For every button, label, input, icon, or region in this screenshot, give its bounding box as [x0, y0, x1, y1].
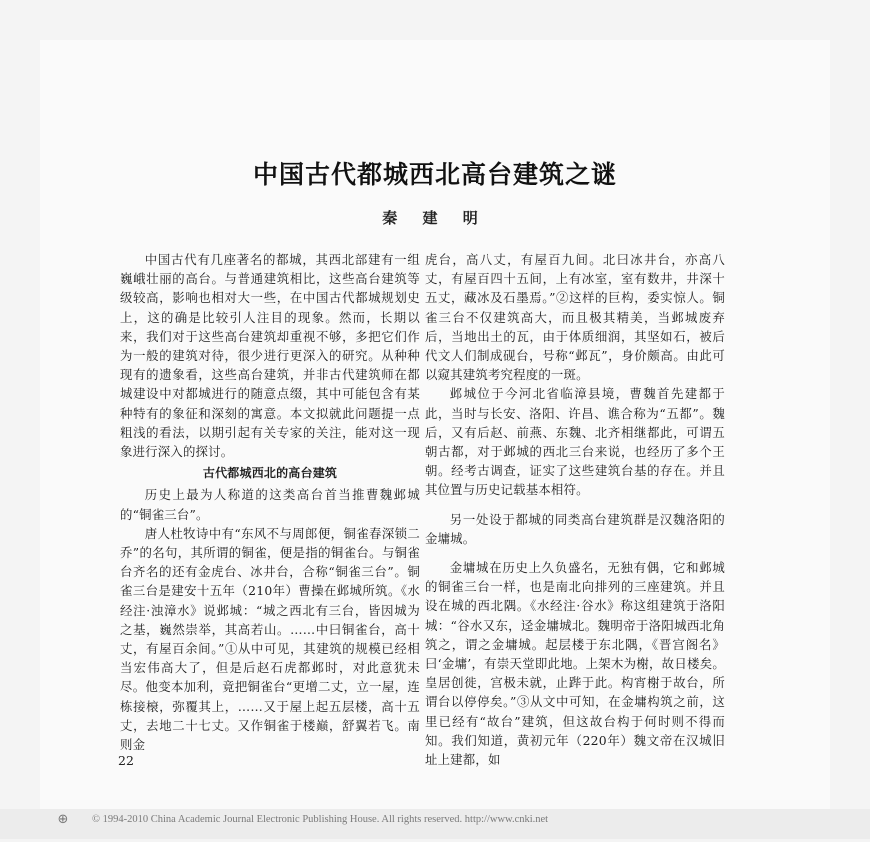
paragraph: 中国古代有几座著名的都城，其西北部建有一组巍峨壮丽的高台。与普通建筑相比，这些高台建筑等级较高，影响也相对大一些，在中国古代都城规划史上，这的确是比较引人注目的现象。然而，长期以来，我们对于这些高台建筑却重视不够，多把它们作为一般的建筑对待，很少进行更深入的研究。从种种现有的遗象看，这些高台建筑，并非古代建筑师在都城建设中对都城进行的随意点缀，其中可能包含有某种特有的象征和深刻的寓意。本文拟就此问题提一点粗浅的看法，以期引起有关专家的关注，能对这一现象进行深入的探讨。 — [120, 252, 420, 460]
publisher-logo-icon: ⊕ — [57, 812, 69, 827]
article-author: 秦 建 明 — [382, 209, 488, 227]
paragraph: 虎台，高八丈，有屋百九间。北曰冰井台，亦高八丈，有屋百四十五间，上有冰室，室有数井，井深十五丈，藏冰及石墨焉。”②这样的巨构，委实惊人。铜雀三台不仅建筑高大，而且极其精美，当邺城废弃后，当地出土的瓦，由于体质细润，其坚如石，被后代文人们制成砚台，号称“邺瓦”，身价颇高。由此可以窥其建筑考究程度的一斑。 — [425, 252, 725, 383]
section-heading: 古代都城西北的高台建筑 — [202, 466, 338, 481]
paragraph: 邺城位于今河北省临漳县境，曹魏首先建都于此，当时与长安、洛阳、许昌、谯合称为“五都”。魏后，又有后赵、前燕、东魏、北齐相继都此，可谓五朝古都，对于邺城的西北三台来说，也经历了多个王朝。经考古调查，证实了这些建筑台基的存在。并且其位置与历史记载基本相符。 — [425, 386, 725, 498]
page-number: 22 — [118, 753, 134, 768]
paragraph: 金墉城在历史上久负盛名，无独有偶，它和邺城的铜雀三台一样，也是南北向排列的三座建筑。并且设在城的西北隅。《水经注·谷水》称这组建筑于洛阳城：“谷水又东，迳金墉城北。魏明帝于洛阳城西北角筑之，谓之金墉城。起层楼于东北隅，《晋宫阁名》曰‘金墉’，有崇天堂即此地。上架木为榭，故日楼矣。皇居创徙，宫极未就，止跸于此。构宵榭于故台，所谓台以停停矣。”③从文中可知，在金墉构筑之前，这里已经有“故台”建筑，但这故台构于何时则不得而知。我们知道，黄初元年（220年）魏文帝在汉城旧址上建都，如 — [425, 560, 725, 768]
paragraph: 历史上最为人称道的这类高台首当推曹魏邺城的“铜雀三台”。 — [120, 487, 420, 522]
paragraph: 唐人杜牧诗中有“东风不与周郎便，铜雀春深锁二乔”的名句，其所谓的铜雀，便是指的铜雀台。与铜雀台齐名的还有金虎台、冰井台，合称“铜雀三台”。铜雀三台是建安十五年（210年）曹操在邺城所筑。《水经注·浊漳水》说邺城：“城之西北有三台，皆因城为之基，巍然崇举，其高若山。……中曰铜雀台，高十丈，有屋百余间。”①从中可见，其建筑的规模已经相当宏伟高大了，但是后赵石虎都邺时，对此意犹未尽。他变本加利，竟把铜雀台“更增二丈，立一屋，连栋接榱，弥覆其上，……又于屋上起五层楼，高十五丈，去地二十七丈。又作铜雀于楼巅，舒翼若飞。南则金 — [120, 525, 420, 753]
left-column — [120, 250, 420, 754]
right-column — [425, 250, 725, 769]
copyright-footer: © 1994-2010 China Academic Journal Electronic Publishing House. All rights reserved. http://www.cnki.net — [92, 814, 549, 825]
article-title: 中国古代都城西北高台建筑之谜 — [252, 160, 617, 189]
paragraph: 另一处设于都城的同类高台建筑群是汉魏洛阳的金墉城。 — [425, 511, 725, 546]
